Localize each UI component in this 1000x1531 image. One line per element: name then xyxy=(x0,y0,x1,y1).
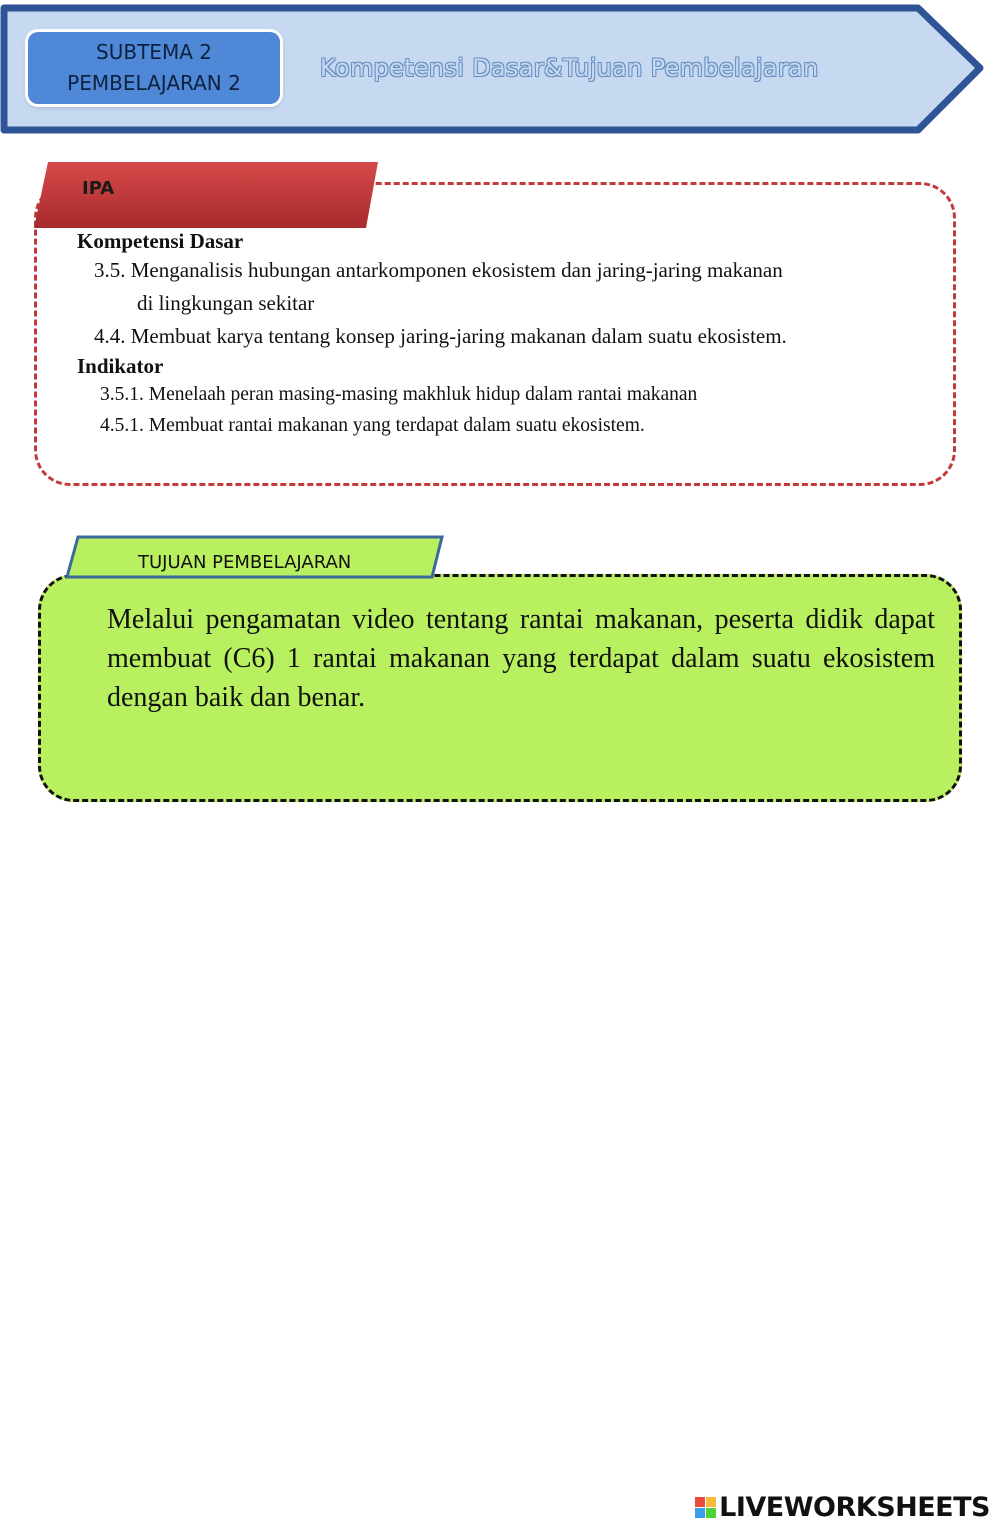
subtema-badge xyxy=(28,32,280,104)
logo-mark-icon xyxy=(695,1497,716,1518)
kd-item-text: Menganalisis hubungan antarkomponen ekosistem dan jaring-jaring makanan xyxy=(130,258,783,282)
kd-item-number: 4.4. xyxy=(94,324,126,348)
liveworksheets-logo[interactable] xyxy=(695,1492,990,1523)
indikator-text: Menelaah peran masing-masing makhluk hidup dalam rantai makanan xyxy=(148,384,698,405)
tujuan-tab-label: TUJUAN PEMBELAJARAN xyxy=(138,552,352,573)
kd-item xyxy=(77,254,937,287)
subtema-line2: PEMBELAJARAN 2 xyxy=(67,71,241,95)
kd-item-continuation: di lingkungan sekitar xyxy=(137,291,315,315)
page-title: Kompetensi Dasar&Tujuan Pembelajaran xyxy=(320,54,819,82)
ipa-content xyxy=(77,228,937,441)
indikator-heading: Indikator xyxy=(77,354,164,378)
indikator-number: 3.5.1. xyxy=(100,384,144,405)
indikator-number: 4.5.1. xyxy=(100,415,144,436)
kd-item-number: 3.5. xyxy=(94,258,126,282)
indikator-text: Membuat rantai makanan yang terdapat dalam suatu ekosistem. xyxy=(148,415,645,436)
kd-heading: Kompetensi Dasar xyxy=(77,229,244,253)
kd-item-text: Membuat karya tentang konsep jaring-jaring makanan dalam suatu ekosistem. xyxy=(130,324,787,348)
indikator-item xyxy=(77,410,937,441)
tujuan-text: Melalui pengamatan video tentang rantai makanan, peserta didik dapat membuat (C6) 1 rantai makanan yang terdapat dalam suatu ekosistem dengan baik dan benar. xyxy=(107,604,935,713)
logo-text: LIVEWORKSHEETS xyxy=(719,1492,990,1523)
subtema-line1: SUBTEMA 2 xyxy=(96,40,212,64)
ipa-tab-label: IPA xyxy=(82,178,115,199)
kd-item xyxy=(77,320,937,353)
indikator-item xyxy=(77,379,937,410)
